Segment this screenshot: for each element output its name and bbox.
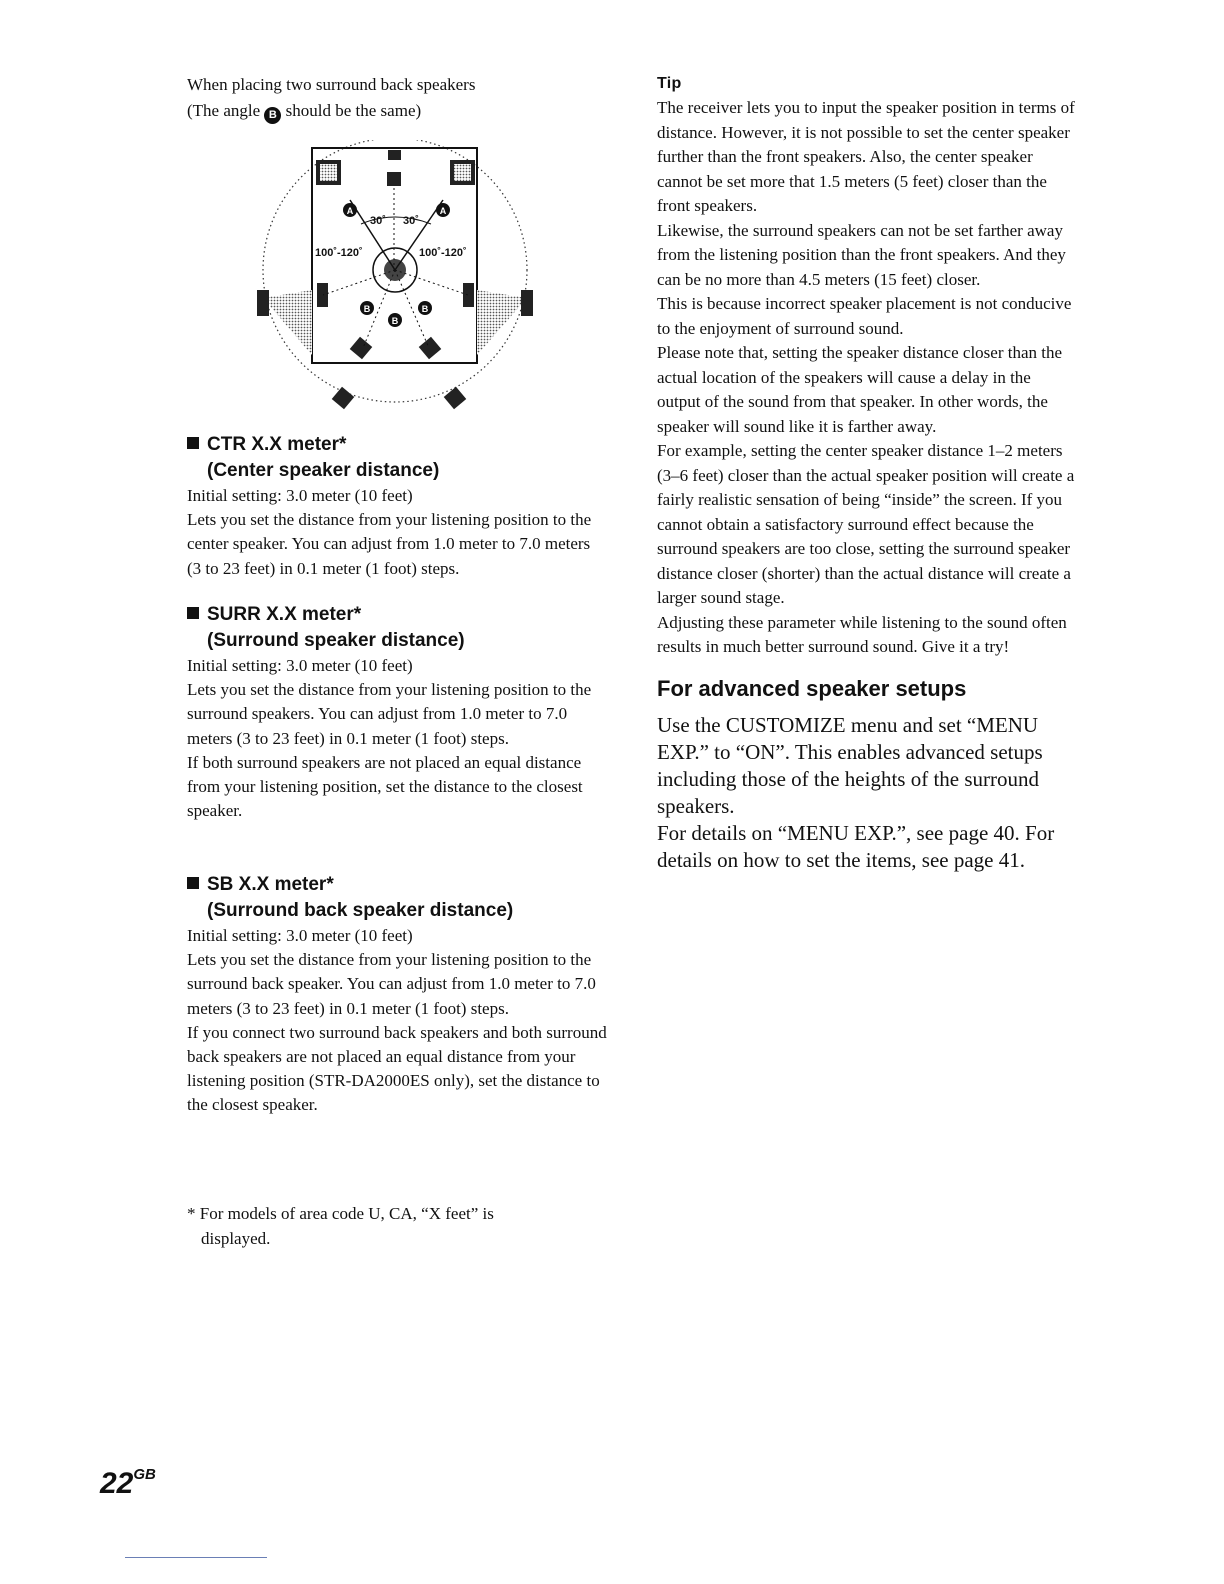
footnote — [187, 1201, 607, 1251]
sb-body: Lets you set the distance from your listening position to the surround back speaker. You can adjust from 1.0 meter to 7.0 meters (3 to 23 feet) in 0.1 meter (1 foot) steps. — [187, 950, 596, 1018]
intro — [187, 72, 607, 124]
ctr-section — [187, 432, 607, 581]
ctr-body: Lets you set the distance from your listening position to the center speaker. You can adjust from 1.0 meter to 7.0 meters (3 to 23 feet) in 0.1 meter (1 foot) steps. — [187, 510, 592, 578]
right-surround-zone — [477, 290, 527, 355]
marker-b-left-label: B — [363, 304, 371, 314]
tip-heading: Tip — [657, 75, 682, 92]
right-column — [657, 72, 1077, 874]
intro-line2-post: should be the same) — [285, 101, 422, 120]
surr-title: SURR X.X meter* — [207, 604, 362, 625]
page-number-suffix: GB — [133, 1466, 156, 1483]
advanced-heading: For advanced speaker setups — [657, 675, 967, 701]
right-side-speaker-icon — [463, 283, 474, 307]
advanced-body — [657, 712, 1077, 874]
ctr-subtitle: (Center speaker distance) — [207, 460, 440, 481]
tip-p5: For example, setting the center speaker distance 1–2 meters (3–6 feet) closer than the actual speaker position will create a fairly realistic sensation of being “inside” the screen. If you cannot obtain a satisfactory surround effect because the surround speakers are too close, setting the surround speaker distance closer (shorter) than the actual distance will create a larger sound stage. — [657, 441, 1075, 607]
left-surround-zone — [263, 290, 312, 355]
surr-section — [187, 602, 607, 823]
sb-body2: If you connect two surround back speakers and both surround back speakers are not placed an equal distance from your listening position (STR-DA2000ES only), set the distance to the closest speaker. — [187, 1022, 607, 1115]
marker-b-center-label: B — [391, 316, 399, 326]
ctr-title: CTR X.X meter* — [207, 434, 347, 455]
angle-label-side-right: 100˚-120˚ — [419, 247, 467, 259]
bullet-square-icon — [187, 437, 199, 449]
center-speaker-icon — [387, 172, 401, 186]
intro-line2 — [187, 98, 607, 124]
page-number — [100, 1466, 156, 1501]
tip-p3: This is because incorrect speaker placement is not conducive to the enjoyment of surround sound. — [657, 294, 1072, 338]
side-right-line — [395, 270, 468, 295]
left-side-speaker-icon — [317, 283, 328, 307]
advanced-p2: For details on “MENU EXP.”, see page 40. For details on how to set the items, see page 41. — [657, 820, 1055, 872]
surr-initial: Initial setting: 3.0 meter (10 feet) — [187, 656, 413, 675]
ctr-initial: Initial setting: 3.0 meter (10 feet) — [187, 486, 413, 505]
intro-line2-pre: (The angle — [187, 101, 261, 120]
bullet-square-icon — [187, 877, 199, 889]
angle-b-marker: B — [264, 107, 281, 124]
page-number-value: 22 — [100, 1467, 134, 1500]
front-left-speaker-grill — [320, 164, 337, 181]
top-center-speaker-icon — [388, 150, 401, 160]
intro-line1: When placing two surround back speakers — [187, 75, 476, 94]
footnote-line1: * For models of area code U, CA, “X feet” is — [187, 1204, 494, 1223]
angle-label-side-left: 100˚-120˚ — [315, 247, 363, 259]
bottom-rule — [125, 1557, 267, 1558]
outer-back-left-speaker-icon — [332, 387, 355, 410]
back-left-speaker-icon — [350, 337, 373, 360]
surr-subtitle: (Surround speaker distance) — [207, 630, 465, 651]
marker-a-right-label: A — [439, 206, 447, 216]
sb-section — [187, 872, 607, 1118]
bullet-square-icon — [187, 607, 199, 619]
footnote-line2: displayed. — [201, 1229, 271, 1248]
surr-body: Lets you set the distance from your listening position to the surround speakers. You can adjust from 1.0 meter to 7.0 meters (3 to 23 feet) in 0.1 meter (1 foot) steps. — [187, 680, 592, 748]
side-left-line — [323, 270, 395, 295]
tip-p6: Adjusting these parameter while listening to the sound often results in much better surround sound. Give it a try! — [657, 612, 1067, 656]
front-right-line — [395, 200, 443, 270]
left-surround-speaker-icon — [257, 290, 269, 316]
right-surround-speaker-icon — [521, 290, 533, 316]
ctr-heading — [187, 432, 607, 484]
tip-p4: Please note that, setting the speaker distance closer than the actual location of the speakers will cause a delay in the output of the sound from that speaker. In other words, the speaker will sound like it is farther away. — [657, 343, 1063, 436]
sb-subtitle: (Surround back speaker distance) — [207, 900, 514, 921]
back-right-speaker-icon — [419, 337, 442, 360]
sb-heading — [187, 872, 607, 924]
sb-title: SB X.X meter* — [207, 874, 334, 895]
outer-back-right-speaker-icon — [444, 387, 467, 410]
surr-body2: If both surround speakers are not placed an equal distance from your listening position, set the distance to the closest speaker. — [187, 752, 583, 821]
speaker-placement-diagram — [255, 140, 545, 425]
marker-a-left-label: A — [346, 206, 354, 216]
advanced-p1: Use the CUSTOMIZE menu and set “MENU EXP.” to “ON”. This enables advanced setups including those of the heights of the surround speakers. — [657, 712, 1043, 818]
speaker-diagram-svg — [255, 140, 545, 425]
tip-p2: Likewise, the surround speakers can not be set farther away from the listening position than the front speakers. And they can be no more than 4.5 meters (15 feet) closer. — [657, 220, 1066, 289]
surr-heading — [187, 602, 607, 654]
front-right-speaker-grill — [454, 164, 471, 181]
angle-label-30-left: 30˚ — [370, 215, 386, 227]
angle-label-30-right: 30˚ — [403, 215, 419, 227]
marker-b-right-label: B — [421, 304, 429, 314]
tip-p1: The receiver lets you to input the speaker position in terms of distance. However, it is not possible to set the center speaker further than the front speakers. Also, the center speaker cannot be set more that 1.5 meters (5 feet) closer than the front speakers. — [657, 98, 1075, 215]
sb-initial: Initial setting: 3.0 meter (10 feet) — [187, 926, 413, 945]
